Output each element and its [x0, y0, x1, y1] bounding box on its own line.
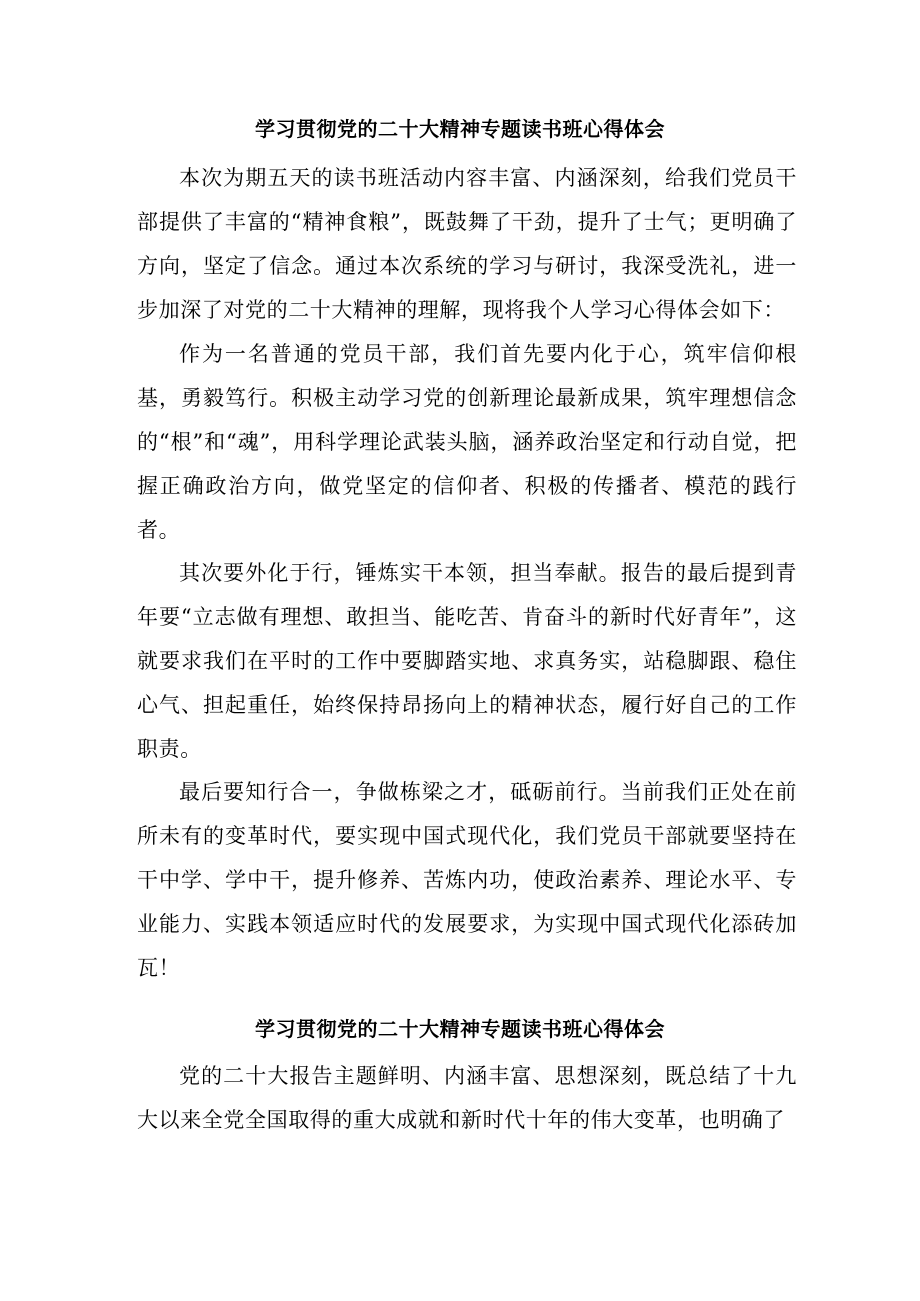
section-2-paragraph-1: 党的二十大报告主题鲜明、内涵丰富、思想深刻，既总结了十九大以来全党全国取得的重大成就和新时代十年的伟大变革，也明确了	[137, 1064, 797, 1132]
section-1-paragraph-3: 其次要外化于行，锤炼实干本领，担当奉献。报告的最后提到青年要“立志做有理想、敢担当、能吃苦、肯奋斗的新时代好青年”，这就要求我们在平时的工作中要脚踏实地、求真务实，站稳脚跟、稳住心气、担起重任，始终保持昂扬向上的精神状态，履行好自己的工作职责。	[137, 561, 797, 761]
section-2-title: 学习贯彻党的二十大精神专题读书班心得体会	[255, 1017, 665, 1041]
section-1-title: 学习贯彻党的二十大精神专题读书班心得体会	[255, 117, 665, 141]
section-1-paragraph-4: 最后要知行合一，争做栋梁之才，砥砺前行。当前我们正处在前所未有的变革时代，要实现中国式现代化，我们党员干部就要坚持在干中学、学中干，提升修养、苦炼内功，使政治素养、理论水平、专业能力、实践本领适应时代的发展要求，为实现中国式现代化添砖加瓦！	[137, 780, 797, 980]
section-1-paragraph-1: 本次为期五天的读书班活动内容丰富、内涵深刻，给我们党员干部提供了丰富的“精神食粮”，既鼓舞了干劲，提升了士气；更明确了方向，坚定了信念。通过本次系统的学习与研讨，我深受洗礼，进一步加深了对党的二十大精神的理解，现将我个人学习心得体会如下：	[137, 166, 797, 322]
section-1-paragraph-2: 作为一名普通的党员干部，我们首先要内化于心，筑牢信仰根基，勇毅笃行。积极主动学习党的创新理论最新成果，筑牢理想信念的“根”和“魂”，用科学理论武装头脑，涵养政治坚定和行动自觉，把握正确政治方向，做党坚定的信仰者、积极的传播者、模范的践行者。	[137, 342, 797, 542]
